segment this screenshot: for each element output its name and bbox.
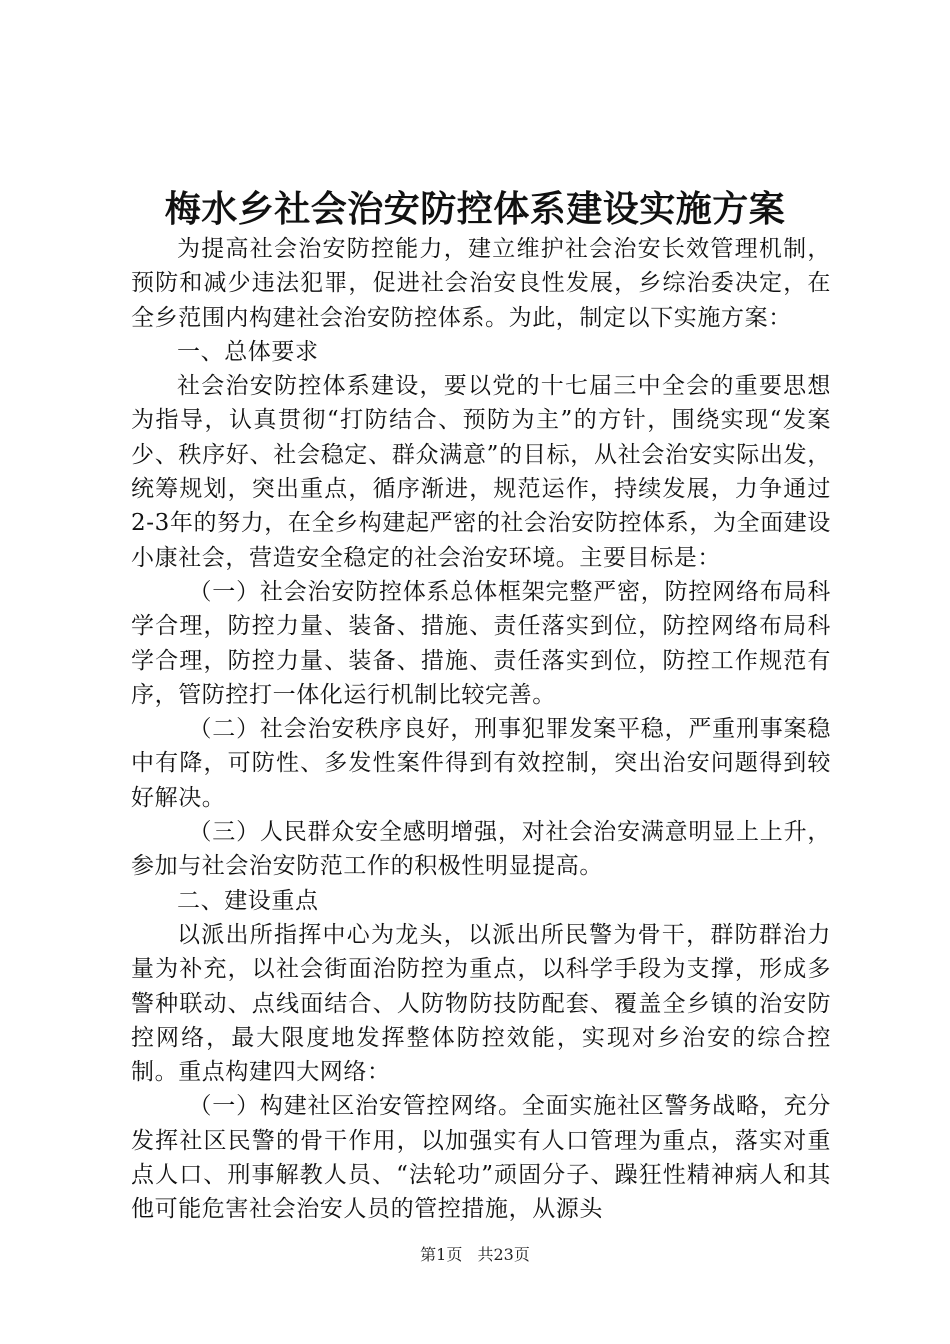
paragraph-goal-1: （一）社会治安防控体系总体框架完整严密，防控网络布局科学合理，防控力量、装备、措施、责任落实到位，防控网络布局科学合理，防控力量、装备、措施、责任落实到位，防控工作规范有序，管防控打一体化运行机制比较完善。 bbox=[131, 578, 831, 708]
section-heading-key-points: 二、建设重点 bbox=[177, 887, 319, 914]
section-heading-general-requirements: 一、总体要求 bbox=[177, 338, 319, 365]
paragraph-network-1: （一）构建社区治安管控网络。全面实施社区警务战略，充分发挥社区民警的骨干作用，以加强实有人口管理为重点，落实对重点人口、刑事解教人员、“法轮功”顽固分子、躁狂性精神病人和其他可能危害社会治安人员的管控措施，从源头 bbox=[131, 1093, 831, 1223]
page-total: 共23页 bbox=[477, 1245, 530, 1264]
page-number: 第1页 bbox=[420, 1245, 463, 1264]
paragraph-intro: 为提高社会治安防控能力，建立维护社会治安长效管理机制，预防和减少违法犯罪，促进社会治安良性发展，乡综治委决定，在全乡范围内构建社会治安防控体系。为此，制定以下实施方案： bbox=[131, 236, 831, 331]
paragraph-key-points: 以派出所指挥中心为龙头，以派出所民警为骨干，群防群治力量为补充，以社会街面治防控为重点，以科学手段为支撑，形成多警种联动、点线面结合、人防物防技防配套、覆盖全乡镇的治安防控网络，最大限度地发挥整体防控效能，实现对乡治安的综合控制。重点构建四大网络： bbox=[131, 921, 831, 1086]
document-body bbox=[131, 232, 831, 1227]
paragraph-general-requirements: 社会治安防控体系建设，要以党的十七届三中全会的重要思想为指导，认真贯彻“打防结合、预防为主”的方针，围绕实现“发案少、秩序好、社会稳定、群众满意”的目标，从社会治安实际出发，统筹规划，突出重点，循序渐进，规范运作，持续发展，力争通过2-3年的努力，在全乡构建起严密的社会治安防控体系，为全面建设小康社会，营造安全稳定的社会治安环境。主要目标是： bbox=[131, 373, 831, 571]
page-footer bbox=[0, 1244, 950, 1266]
paragraph-goal-3: （三）人民群众安全感明增强，对社会治安满意明显上上升，参加与社会治安防范工作的积极性明显提高。 bbox=[131, 819, 831, 880]
document-title: 梅水乡社会治安防控体系建设实施方案 bbox=[164, 188, 786, 230]
paragraph-goal-2: （二）社会治安秩序良好，刑事犯罪发案平稳，严重刑事案稳中有降，可防性、多发性案件得到有效控制，突出治安问题得到较好解决。 bbox=[131, 716, 831, 811]
